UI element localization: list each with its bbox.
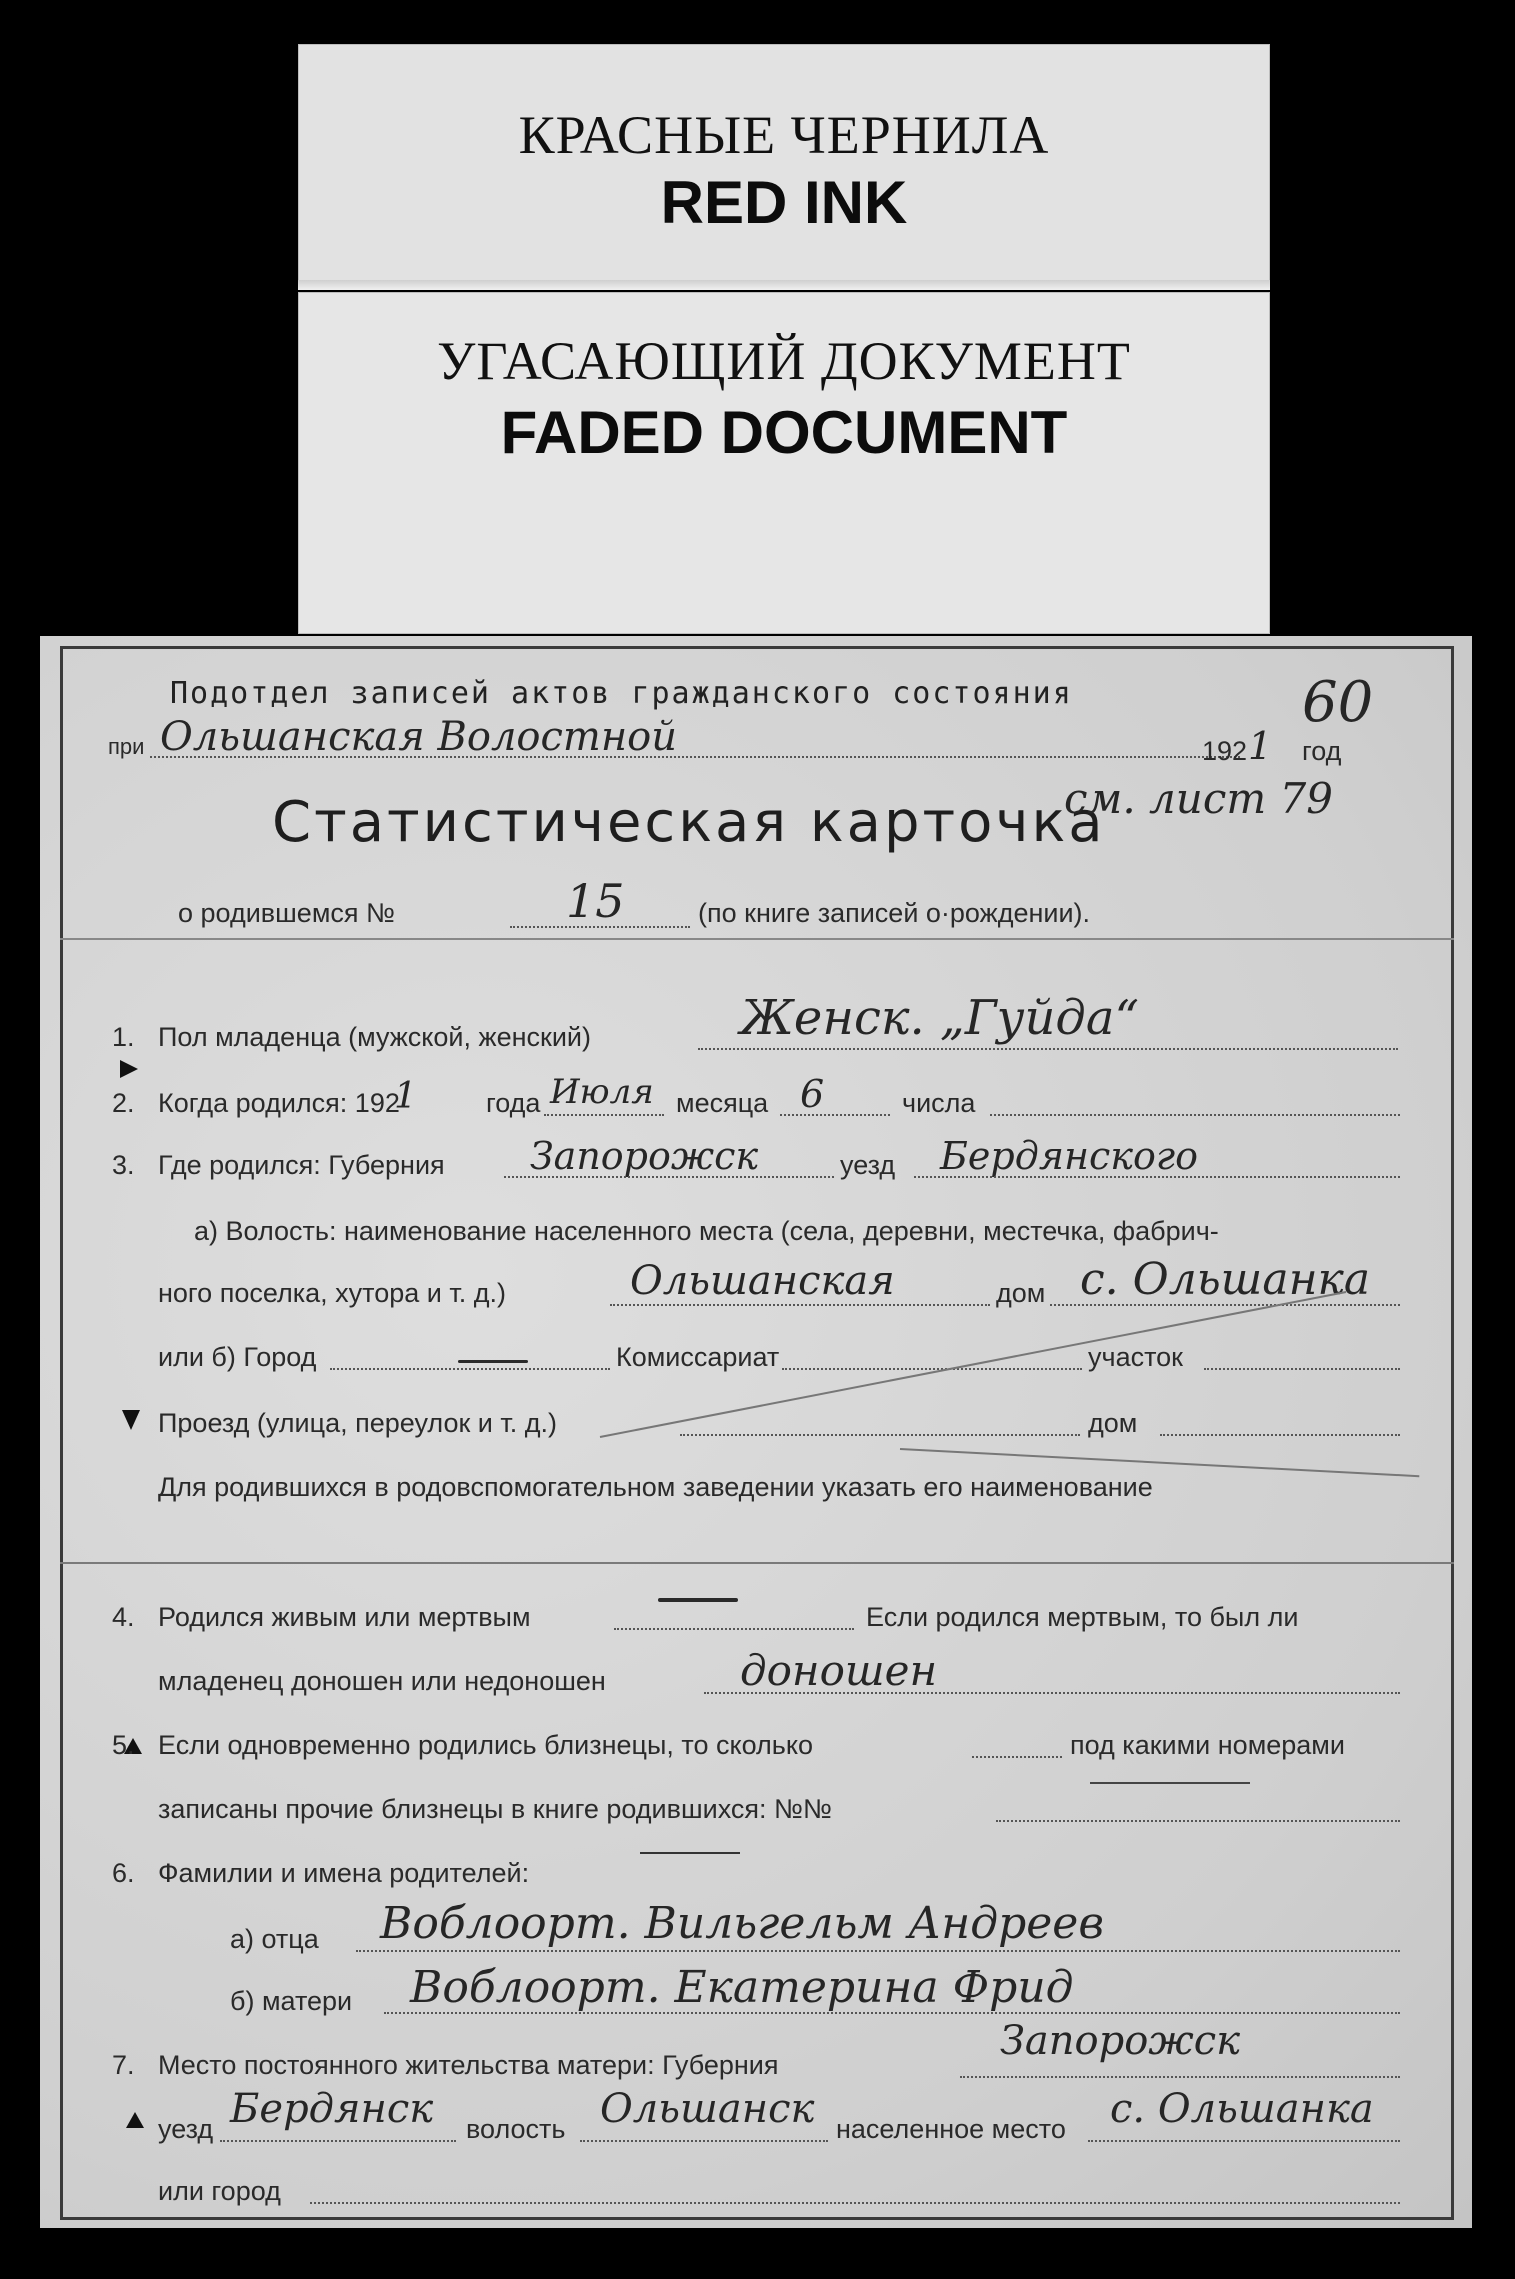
year-digit-handwritten: 1 — [1248, 724, 1273, 768]
field-2-label: Когда родился: 192 — [158, 1088, 400, 1118]
margin-mark — [120, 1060, 138, 1078]
field-4-dead-question: Если родился мертвым, то был ли — [866, 1602, 1299, 1632]
field-4-number: 4. — [112, 1602, 135, 1632]
field-3b-district-dotted-line — [1204, 1368, 1400, 1370]
field-3b-dash — [458, 1360, 528, 1363]
page-number-handwritten: 60 — [1302, 670, 1374, 735]
field-3-label: Где родился: Губерния — [158, 1150, 445, 1180]
field-3-institution: Для родившихся в родовспомогательном заведении указать его наименование — [158, 1472, 1153, 1502]
field-2-end-dotted-line — [990, 1114, 1400, 1116]
field-3a-dotted-line — [610, 1304, 990, 1306]
field-3-uezd-label: уезд — [840, 1150, 896, 1180]
field-5-numbers-dotted-line — [996, 1820, 1400, 1822]
field-4-term-handwritten: доношен — [740, 1646, 938, 1695]
record-number-handwritten: 15 — [566, 874, 625, 928]
slip-fold — [298, 280, 1270, 290]
field-5-count-dotted-line — [972, 1756, 1062, 1758]
header-divider — [60, 938, 1454, 940]
field-7-uezd-handwritten: Бердянск — [230, 2086, 434, 2132]
field-1-label: Пол младенца (мужской, женский) — [158, 1022, 591, 1052]
field-6-mother-dotted-line — [384, 2012, 1400, 2014]
faded-document-label-card — [298, 292, 1270, 634]
field-2-month-word: месяца — [676, 1088, 769, 1118]
field-6-father-dotted-line — [356, 1950, 1400, 1952]
field-5-dash — [1090, 1782, 1250, 1784]
field-3-province-dotted-line — [504, 1176, 834, 1178]
field-3-uezd-dotted-line — [914, 1176, 1400, 1178]
field-3b-commissariat-dotted-line — [782, 1368, 1082, 1370]
book-note: (по книге записей о·рождении). — [698, 898, 1091, 928]
margin-mark — [126, 2112, 144, 2128]
field-4-dotted-line — [614, 1628, 854, 1630]
section-divider — [60, 1562, 1454, 1564]
field-7-province-handwritten: Запорожск — [1000, 2018, 1241, 2064]
field-5-label: Если одновременно родились близнецы, то сколько — [158, 1730, 813, 1760]
field-3a-settlement-handwritten: Ольшанская — [630, 1258, 895, 1304]
field-5-label-cont: записаны прочие близнецы в книге родившихся: №№ — [158, 1794, 832, 1824]
field-3-street-house: дом — [1088, 1408, 1138, 1438]
field-6-father-handwritten: Воблоорт. Вильгельм Андреев — [380, 1898, 1104, 1949]
field-3b-label: или б) Город — [158, 1342, 317, 1372]
field-6-label: Фамилии и имена родителей: — [158, 1858, 530, 1888]
field-4-term-dotted-line — [704, 1692, 1400, 1694]
field-7-uezd-dotted-line — [220, 2140, 456, 2142]
field-4-handwritten-dash — [658, 1598, 738, 1602]
field-1-number: 1. — [112, 1022, 135, 1052]
field-4-label: Родился живым или мертвым — [158, 1602, 531, 1632]
at-label: при — [108, 734, 145, 759]
field-2-year-digit: 1 — [394, 1076, 417, 1117]
council-handwritten: Ольшанская Волостной — [160, 714, 678, 760]
subdepartment-heading: Подотдел записей актов гражданского состояния — [170, 676, 1073, 711]
field-3b-commissariat: Комиссариат — [616, 1342, 780, 1372]
red-ink-label-ru: КРАСНЫЕ ЧЕРНИЛА — [518, 105, 1050, 165]
field-7-label: Место постоянного жительства матери: Губерния — [158, 2050, 779, 2080]
field-3-number: 3. — [112, 1150, 135, 1180]
born-number-label: о родившемся № — [178, 898, 395, 928]
field-3-uezd-handwritten: Бердянского — [940, 1134, 1198, 1178]
field-2-day-handwritten: 6 — [800, 1072, 825, 1116]
field-3a-house-dotted-line — [1050, 1304, 1400, 1306]
faded-document-label-en: FADED DOCUMENT — [500, 399, 1068, 466]
field-7-city-dotted-line — [310, 2202, 1400, 2204]
field-7-city-label: или город — [158, 2176, 281, 2206]
field-4-label-cont: младенец доношен или недоношен — [158, 1666, 606, 1696]
field-2-month-handwritten: Июля — [550, 1072, 654, 1112]
field-5-number: 5. — [112, 1730, 135, 1760]
field-6-dash — [640, 1852, 740, 1854]
field-7-volost-label: волость — [466, 2114, 566, 2144]
field-3a-house-label: дом — [996, 1278, 1046, 1308]
field-1-handwritten: Женск. „Гуйда“ — [740, 990, 1139, 1046]
field-6-mother-label: б) матери — [230, 1986, 353, 2016]
field-3b-district: участок — [1088, 1342, 1183, 1372]
faded-document-label-ru: УГАСАЮЩИЙ ДОКУМЕНТ — [437, 331, 1131, 391]
field-2-day-word: числа — [902, 1088, 976, 1118]
field-1-dotted-line — [698, 1048, 1398, 1050]
field-5-label-b: под какими номерами — [1070, 1730, 1345, 1760]
field-6-father-label: а) отца — [230, 1924, 319, 1954]
margin-mark — [122, 1410, 140, 1430]
field-3a-label-cont: ного поселка, хутора и т. д.) — [158, 1278, 506, 1308]
year-word: год — [1302, 736, 1342, 766]
red-ink-label-en: RED INK — [660, 169, 908, 236]
field-6-mother-handwritten: Воблоорт. Екатерина Фрид — [410, 1962, 1074, 2013]
statistical-birth-card — [40, 636, 1472, 2228]
field-3-street-dotted-line — [680, 1434, 1080, 1436]
field-7-volost-handwritten: Ольшанск — [600, 2086, 815, 2132]
year-prefix: 192 — [1202, 736, 1248, 766]
field-7-place-label: населенное место — [836, 2114, 1066, 2144]
field-6-number: 6. — [112, 1858, 135, 1888]
field-3a-label: а) Волость: наименование населенного места (села, деревни, местечка, фабрич- — [194, 1216, 1219, 1246]
field-7-uezd-label: уезд — [158, 2114, 214, 2144]
field-3b-city-dotted-line — [330, 1368, 610, 1370]
card-title: Статистическая карточка — [272, 790, 1106, 855]
field-3-street-house-dotted-line — [1160, 1434, 1400, 1436]
field-2-year-word: года — [486, 1088, 541, 1118]
red-ink-label-card — [298, 44, 1270, 286]
field-3a-house-handwritten: с. Ольшанка — [1080, 1254, 1371, 1305]
field-7-volost-dotted-line — [580, 2140, 828, 2142]
field-2-month-dotted-line — [544, 1114, 664, 1116]
field-2-number: 2. — [112, 1088, 135, 1118]
field-3-street: Проезд (улица, переулок и т. д.) — [158, 1408, 557, 1438]
field-7-place-dotted-line — [1088, 2140, 1400, 2142]
field-7-number: 7. — [112, 2050, 135, 2080]
sheet-note-handwritten: см. лист 79 — [1064, 774, 1333, 823]
field-7-province-dotted-line — [960, 2076, 1400, 2078]
field-3-province-handwritten: Запорожск — [530, 1134, 759, 1178]
field-2-day-dotted-line — [780, 1114, 890, 1116]
field-7-place-handwritten: с. Ольшанка — [1110, 2086, 1374, 2132]
